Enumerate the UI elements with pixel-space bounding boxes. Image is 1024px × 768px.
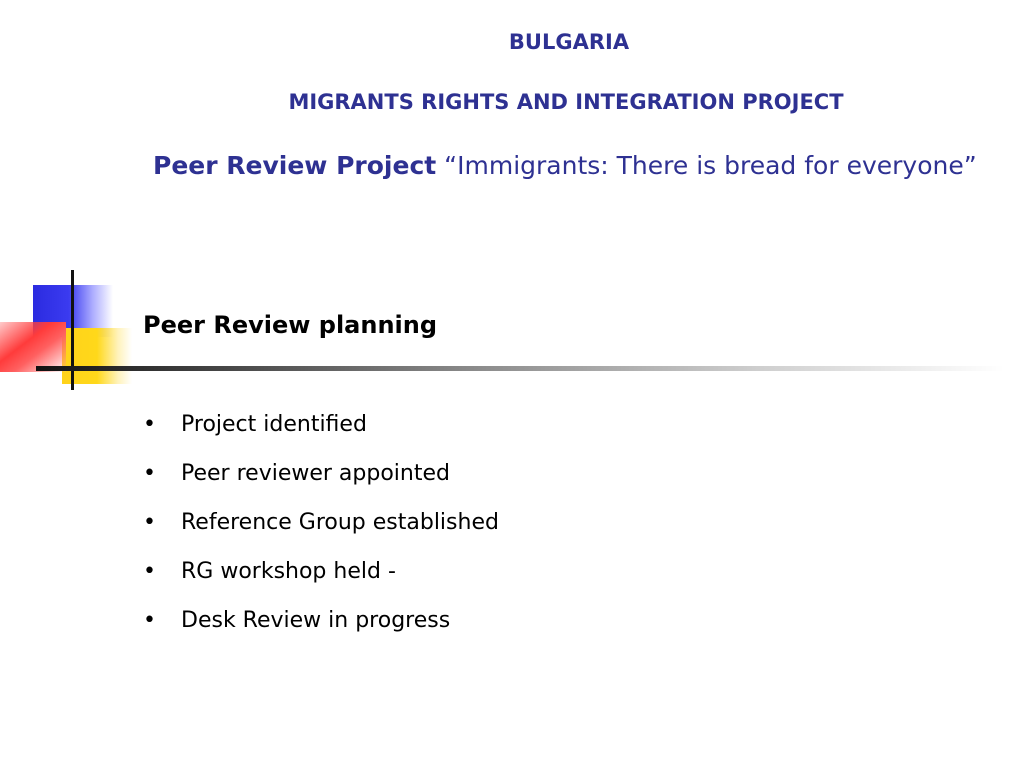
section-divider — [36, 366, 1004, 371]
bullet-icon: • — [143, 510, 156, 535]
decorative-logo — [0, 270, 140, 395]
project-title: MIGRANTS RIGHTS AND INTEGRATION PROJECT — [288, 90, 844, 114]
list-item-text: Peer reviewer appointed — [181, 461, 450, 486]
list-item-text: RG workshop held - — [181, 559, 396, 584]
section-heading: Peer Review planning — [143, 311, 438, 339]
list-item-text: Project identified — [181, 412, 367, 437]
logo-red-square — [0, 322, 66, 372]
bullet-icon: • — [143, 461, 156, 486]
bullet-icon: • — [143, 559, 156, 584]
subtitle — [153, 151, 977, 180]
bullet-icon: • — [143, 412, 156, 437]
list-item-text: Desk Review in progress — [181, 608, 451, 633]
list-item-text: Reference Group established — [181, 510, 499, 535]
country-title: BULGARIA — [508, 30, 630, 54]
logo-vertical-line — [71, 270, 74, 390]
bullet-icon: • — [143, 608, 156, 633]
subtitle-quote: “Immigrants: There is bread for everyone” — [444, 151, 977, 180]
subtitle-bold: Peer Review Project — [153, 151, 437, 180]
